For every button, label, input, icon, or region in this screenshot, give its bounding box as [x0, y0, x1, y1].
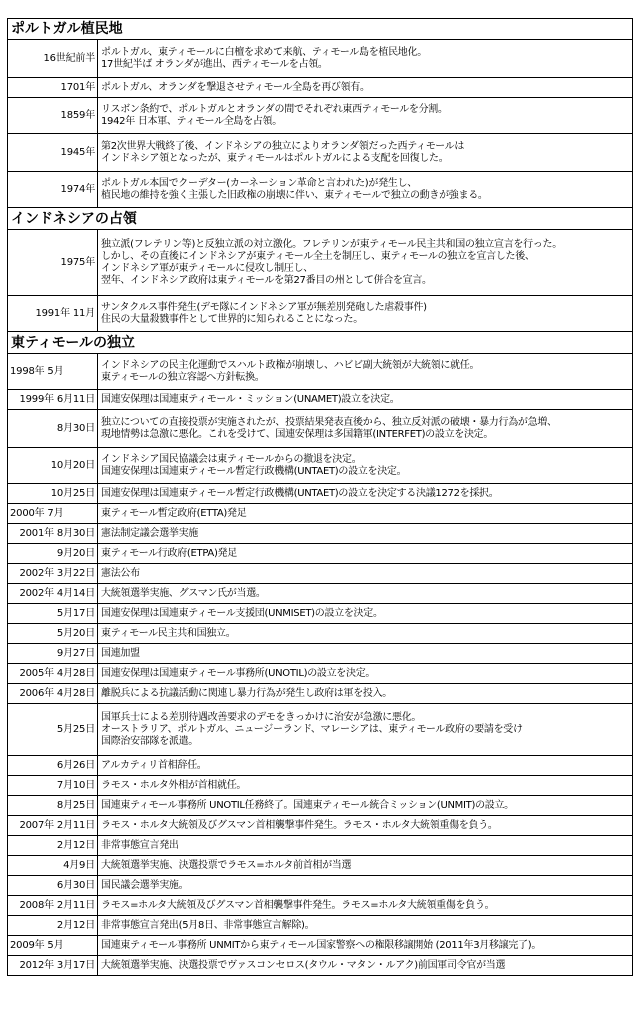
table-row [7, 296, 633, 332]
event-cell: 東ティモール民主共和国独立。 [101, 627, 236, 639]
date-cell: 9月27日 [8, 644, 98, 663]
table-row [7, 836, 633, 856]
table-row [7, 684, 633, 704]
date-cell: 7月10日 [8, 776, 98, 795]
event-cell: 国連安保理は国連東ティモール事務所(UNOTIL)の設立を決定。 [101, 667, 376, 679]
table-row [7, 544, 633, 564]
event-cell: ポルトガル、東ティモールに白檀を求めて来航、ティモール島を植民地化。 17世紀半ば オランダが進出、西ティモールを占領。 [101, 46, 427, 70]
date-cell: 2月12日 [8, 916, 98, 935]
event-cell: 離脱兵による抗議活動に関連し暴力行為が発生し政府は軍を投入。 [101, 687, 392, 699]
date-cell: 1974年 [8, 172, 98, 207]
date-cell: 2008年 2月11日 [8, 896, 98, 915]
event-cell: 非常事態宣言発出 [101, 839, 179, 851]
table-row [7, 448, 633, 484]
table-row [7, 40, 633, 78]
date-cell: 2001年 8月30日 [8, 524, 98, 543]
table-row [7, 916, 633, 936]
date-cell: 5月17日 [8, 604, 98, 623]
table-row [7, 134, 633, 172]
date-cell: 1975年 [8, 230, 98, 295]
table-row [7, 756, 633, 776]
event-cell: ラモス・ホルタ大統領及びグスマン首相襲撃事件発生。ラモス・ホルタ大統領重傷を負う。 [101, 819, 498, 831]
table-row [7, 484, 633, 504]
table-row [7, 704, 633, 756]
table-row [7, 776, 633, 796]
date-cell: 2000年 7月 [8, 504, 98, 523]
event-cell: 大統領選挙実施、決選投票でヴァスコンセロス(タウル・マタン・ルアク)前国軍司令官が当選 [101, 959, 506, 971]
event-cell: 非常事態宣言発出(5月8日、非常事態宣言解除)。 [101, 919, 315, 931]
event-cell: 国民議会選挙実施。 [101, 879, 189, 891]
date-cell: 10月25日 [8, 484, 98, 503]
event-cell: 憲法公布 [101, 567, 140, 579]
table-row [7, 504, 633, 524]
table-row [7, 624, 633, 644]
event-cell: 大統領選挙実施、グスマン氏が当選。 [101, 587, 266, 599]
event-cell: インドネシアの民主化運動でスハルト政権が崩壊し、ハビビ副大統領が大統領に就任。 東ティモールの独立容認へ方針転換。 [101, 359, 480, 383]
event-cell: 国連安保理は国連東ティモール・ミッション(UNAMET)設立を決定。 [101, 393, 400, 405]
section-heading: インドネシアの占領 [7, 208, 633, 230]
event-cell: ポルトガル本国でクーデター(カーネーション革命と言われた)が発生し、 植民地の維持を強く主張した旧政権の崩壊に伴い、東ティモールで独立の動きが強まる。 [101, 177, 488, 201]
section-heading: 東ティモールの独立 [7, 332, 633, 354]
date-cell: 2002年 3月22日 [8, 564, 98, 583]
event-cell: 独立についての直接投票が実施されたが、投票結果発表直後から、独立反対派の破壊・暴力行為が急増、 現地情勢は急激に悪化。これを受けて、国連安保理は多国籍軍(INTERFET)の設立を決定。 [101, 416, 557, 440]
event-cell: サンタクルス事件発生(デモ隊にインドネシア軍が無差別発砲した虐殺事件) 住民の大量殺戮事件として世界的に知られることになった。 [101, 301, 427, 325]
event-cell: 国軍兵士による差別待遇改善要求のデモをきっかけに治安が急激に悪化。 オーストラリア、ポルトガル、ニュージーランド、マレーシアは、東ティモール政府の要請を受け 国際治安部隊を派遣。 [101, 711, 523, 747]
date-cell: 2002年 4月14日 [8, 584, 98, 603]
table-row [7, 230, 633, 296]
table-row [7, 644, 633, 664]
date-cell: 16世紀前半 [8, 40, 98, 77]
date-cell: 6月30日 [8, 876, 98, 895]
table-row [7, 354, 633, 390]
date-cell: 1998年 5月 [8, 354, 98, 389]
date-cell: 2012年 3月17日 [8, 956, 98, 975]
table-row [7, 564, 633, 584]
table-row [7, 524, 633, 544]
table-row [7, 896, 633, 916]
table-row [7, 584, 633, 604]
date-cell: 2009年 5月 [8, 936, 98, 955]
event-cell: 国連安保理は国連東ティモール暫定行政機構(UNTAET)の設立を決定する決議1272を採択。 [101, 487, 499, 499]
date-cell: 4月9日 [8, 856, 98, 875]
section-heading: ポルトガル植民地 [7, 18, 633, 40]
event-cell: 大統領選挙実施、決選投票でラモス=ホルタ前首相が当選 [101, 859, 352, 871]
date-cell: 8月30日 [8, 410, 98, 447]
date-cell: 5月25日 [8, 704, 98, 755]
table-row [7, 936, 633, 956]
date-cell: 1701年 [8, 78, 98, 97]
table-row [7, 796, 633, 816]
date-cell: 2005年 4月28日 [8, 664, 98, 683]
table-row [7, 604, 633, 624]
event-cell: 国連安保理は国連東ティモール支援団(UNMISET)の設立を決定。 [101, 607, 383, 619]
table-row [7, 856, 633, 876]
event-cell: 国連東ティモール事務所 UNMITから東ティモール国家警察への権限移譲開始 (2011年3月移譲完了)。 [101, 939, 542, 951]
event-cell: 東ティモール暫定政府(ETTA)発足 [101, 507, 247, 519]
event-cell: 東ティモール行政府(ETPA)発足 [101, 547, 237, 559]
date-cell: 10月20日 [8, 448, 98, 483]
event-cell: 第2次世界大戦終了後、インドネシアの独立によりオランダ領だった西ティモールは インドネシア領となったが、東ティモールはポルトガルによる支配を回復した。 [101, 140, 465, 164]
date-cell: 1999年 6月11日 [8, 390, 98, 409]
table-row [7, 876, 633, 896]
date-cell: 1859年 [8, 98, 98, 133]
date-cell: 9月20日 [8, 544, 98, 563]
event-cell: 独立派(フレテリン等)と反独立派の対立激化。フレテリンが東ティモール民主共和国の独立宣言を行った。 しかし、その直後にインドネシアが東ティモール全土を制圧し、東ティモールの独立を宣言した後、 インドネシア軍が東ティモールに侵攻し制圧し、 翌年、インドネシア政府は東ティモールを第27番目の州として併合を宣言。 [101, 238, 562, 286]
event-cell: ポルトガル、オランダを撃退させティモール全島を再び領有。 [101, 81, 370, 93]
date-cell: 6月26日 [8, 756, 98, 775]
table-row [7, 390, 633, 410]
date-cell: 5月20日 [8, 624, 98, 643]
event-cell: ラモス=ホルタ大統領及びグスマン首相襲撃事件発生。ラモス=ホルタ大統領重傷を負う。 [101, 899, 495, 911]
table-row [7, 664, 633, 684]
table-row [7, 816, 633, 836]
date-cell: 2007年 2月11日 [8, 816, 98, 835]
date-cell: 1991年 11月 [8, 296, 98, 331]
date-cell: 8月25日 [8, 796, 98, 815]
event-cell: ラモス・ホルタ外相が首相就任。 [101, 779, 247, 791]
table-row [7, 410, 633, 448]
event-cell: 国連東ティモール事務所 UNOTIL任務終了。国連東ティモール統合ミッション(UNMIT)の設立。 [101, 799, 514, 811]
event-cell: アルカティリ首相辞任。 [101, 759, 207, 771]
timeline-table [7, 18, 633, 976]
table-row [7, 956, 633, 976]
table-row [7, 172, 633, 208]
event-cell: 国連加盟 [101, 647, 140, 659]
table-row [7, 78, 633, 98]
date-cell: 2月12日 [8, 836, 98, 855]
date-cell: 1945年 [8, 134, 98, 171]
table-row [7, 98, 633, 134]
event-cell: インドネシア国民協議会は東ティモールからの撤退を決定。 国連安保理は国連東ティモール暫定行政機構(UNTAET)の設立を決定。 [101, 453, 407, 477]
date-cell: 2006年 4月28日 [8, 684, 98, 703]
event-cell: 憲法制定議会選挙実施 [101, 527, 198, 539]
event-cell: リスボン条約で、ポルトガルとオランダの間でそれぞれ東西ティモールを分割。 1942年 日本軍、ティモール全島を占領。 [101, 103, 448, 127]
